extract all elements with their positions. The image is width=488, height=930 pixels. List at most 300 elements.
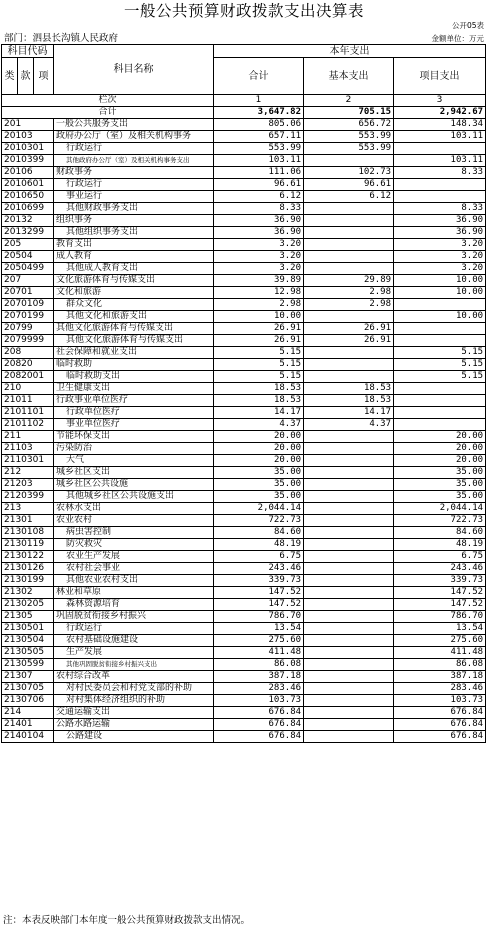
row-basic: 96.61 [304,179,394,191]
row-total: 676.84 [214,731,304,743]
row-basic: 29.89 [304,275,394,287]
row-basic: 26.91 [304,335,394,347]
row-project [394,299,486,311]
table-row [2,683,486,695]
row-basic [304,659,394,671]
row-basic [304,611,394,623]
table-row [2,335,486,347]
row-project: 147.52 [394,587,486,599]
table-row [2,707,486,719]
header-col3: 3 [394,95,486,107]
row-name: 公路水路运输 [54,719,214,731]
table-row [2,251,486,263]
row-name: 生产发展 [54,647,214,659]
table-row [2,395,486,407]
table-row [2,167,486,179]
row-total: 553.99 [214,143,304,155]
table-row [2,551,486,563]
row-project: 722.73 [394,515,486,527]
row-project: 35.00 [394,491,486,503]
row-code: 210 [2,383,54,395]
row-name: 事业运行 [54,191,214,203]
row-code: 2110301 [2,455,54,467]
table-row [2,407,486,419]
row-name: 一般公共服务支出 [54,119,214,131]
row-basic: 2.98 [304,299,394,311]
table-row [2,623,486,635]
row-total: 20.00 [214,443,304,455]
row-name: 行政运行 [54,143,214,155]
row-total: 387.18 [214,671,304,683]
row-project: 148.34 [394,119,486,131]
row-basic [304,623,394,635]
row-project: 20.00 [394,431,486,443]
row-total: 36.90 [214,215,304,227]
row-code: 21103 [2,443,54,455]
row-project: 411.48 [394,647,486,659]
row-total: 722.73 [214,515,304,527]
table-row [2,203,486,215]
table-row [2,323,486,335]
table-row [2,215,486,227]
row-project: 283.46 [394,683,486,695]
row-project [394,179,486,191]
row-total: 275.60 [214,635,304,647]
row-total: 2.98 [214,299,304,311]
row-code: 2140104 [2,731,54,743]
row-name: 对村民委员会和村党支部的补助 [54,683,214,695]
row-code: 2010301 [2,143,54,155]
table-row [2,479,486,491]
row-project: 3.20 [394,263,486,275]
row-name: 临时救助 [54,359,214,371]
sum-basic: 705.15 [304,107,394,119]
row-project: 84.60 [394,527,486,539]
row-basic [304,599,394,611]
row-name: 公路建设 [54,731,214,743]
row-code: 2101101 [2,407,54,419]
table-row [2,263,486,275]
row-total: 411.48 [214,647,304,659]
table-row [2,347,486,359]
row-name: 行政单位医疗 [54,407,214,419]
row-name: 教育支出 [54,239,214,251]
sum-label: 合计 [2,107,214,119]
row-total: 20.00 [214,455,304,467]
row-project: 3.20 [394,251,486,263]
row-code: 211 [2,431,54,443]
row-basic [304,347,394,359]
row-total: 18.53 [214,395,304,407]
row-name: 城乡社区支出 [54,467,214,479]
unit-label: 金额单位：万元 [431,34,484,43]
row-basic: 18.53 [304,383,394,395]
row-total: 243.46 [214,563,304,575]
row-total: 676.84 [214,719,304,731]
row-basic [304,215,394,227]
row-name: 行政运行 [54,179,214,191]
expenditure-table [1,44,486,743]
table-row [2,515,486,527]
row-total: 111.06 [214,167,304,179]
table-row [2,731,486,743]
row-basic [304,587,394,599]
row-code: 201 [2,119,54,131]
table-row [2,359,486,371]
row-total: 3.20 [214,239,304,251]
table-row [2,647,486,659]
row-name: 社会保障和就业支出 [54,347,214,359]
table-row [2,671,486,683]
row-project [394,383,486,395]
table-row [2,659,486,671]
row-total: 676.84 [214,707,304,719]
row-total: 26.91 [214,323,304,335]
row-project: 2,044.14 [394,503,486,515]
row-total: 6.75 [214,551,304,563]
row-code: 2130122 [2,551,54,563]
row-code: 213 [2,503,54,515]
row-project [394,191,486,203]
row-basic: 553.99 [304,131,394,143]
table-row [2,275,486,287]
row-code: 2010601 [2,179,54,191]
row-total: 86.08 [214,659,304,671]
row-basic [304,539,394,551]
row-total: 36.90 [214,227,304,239]
table-row [2,299,486,311]
row-code: 2130108 [2,527,54,539]
row-total: 35.00 [214,491,304,503]
table-row [2,635,486,647]
row-basic [304,467,394,479]
row-project: 103.11 [394,131,486,143]
row-total: 805.06 [214,119,304,131]
table-row [2,719,486,731]
row-basic: 2.98 [304,287,394,299]
row-total: 13.54 [214,623,304,635]
row-project: 6.75 [394,551,486,563]
row-code: 2101102 [2,419,54,431]
table-row [2,143,486,155]
row-code: 21011 [2,395,54,407]
row-project [394,419,486,431]
row-total: 48.19 [214,539,304,551]
table-row [2,575,486,587]
row-basic [304,635,394,647]
header-basic: 基本支出 [304,58,394,95]
row-code: 2079999 [2,335,54,347]
row-total: 5.15 [214,359,304,371]
row-name: 农业农村 [54,515,214,527]
header-kuan: 款 [18,58,34,95]
row-basic [304,503,394,515]
row-basic [304,455,394,467]
row-name: 文化旅游体育与传媒支出 [54,275,214,287]
row-project: 5.15 [394,371,486,383]
table-row [2,419,486,431]
row-total: 103.73 [214,695,304,707]
row-code: 2130705 [2,683,54,695]
row-name: 交通运输支出 [54,707,214,719]
row-code: 20701 [2,287,54,299]
row-total: 6.12 [214,191,304,203]
row-total: 26.91 [214,335,304,347]
row-name: 其他组织事务支出 [54,227,214,239]
row-name: 事业单位医疗 [54,419,214,431]
row-basic [304,491,394,503]
table-row [2,587,486,599]
row-total: 339.73 [214,575,304,587]
row-basic [304,575,394,587]
row-project: 10.00 [394,275,486,287]
row-project [394,407,486,419]
row-code: 2050499 [2,263,54,275]
row-project: 8.33 [394,203,486,215]
row-total: 5.15 [214,371,304,383]
row-total: 35.00 [214,467,304,479]
row-name: 财政事务 [54,167,214,179]
header-project: 项目支出 [394,58,486,95]
row-project: 5.15 [394,347,486,359]
row-basic [304,431,394,443]
row-name: 成人教育 [54,251,214,263]
row-code: 2120399 [2,491,54,503]
row-code: 208 [2,347,54,359]
row-project [394,143,486,155]
row-project: 35.00 [394,479,486,491]
row-basic [304,443,394,455]
row-total: 5.15 [214,347,304,359]
sum-total: 3,647.82 [214,107,304,119]
row-project: 243.46 [394,563,486,575]
row-name: 文化和旅游 [54,287,214,299]
table-row [2,527,486,539]
row-name: 群众文化 [54,299,214,311]
header-lei: 类 [2,58,18,95]
row-project [394,323,486,335]
row-basic [304,551,394,563]
row-name: 农村综合改革 [54,671,214,683]
row-name: 节能环保支出 [54,431,214,443]
row-project: 786.70 [394,611,486,623]
row-code: 20799 [2,323,54,335]
table-row [2,467,486,479]
row-basic: 18.53 [304,395,394,407]
page-title: 一般公共预算财政拨款支出决算表 [123,2,364,20]
row-code: 2130119 [2,539,54,551]
table-row [2,695,486,707]
table-row [2,611,486,623]
department-label: 部门：泗县长沟镇人民政府 [4,33,119,44]
row-basic [304,239,394,251]
row-name: 污染防治 [54,443,214,455]
row-code: 2130505 [2,647,54,659]
row-basic: 6.12 [304,191,394,203]
row-project: 275.60 [394,635,486,647]
row-basic [304,479,394,491]
sum-project: 2,942.67 [394,107,486,119]
header-code: 科目代码 [2,45,54,58]
table-row [2,179,486,191]
row-name: 农村基础设施建设 [54,635,214,647]
row-name: 农业生产发展 [54,551,214,563]
row-total: 35.00 [214,479,304,491]
row-name: 其他城乡社区公共设施支出 [54,491,214,503]
table-row [2,503,486,515]
row-name: 城乡社区公共设施 [54,479,214,491]
row-total: 20.00 [214,431,304,443]
row-project: 147.52 [394,599,486,611]
row-basic [304,683,394,695]
row-name: 临时救助支出 [54,371,214,383]
form-number: 公开05表 [451,21,484,30]
row-project: 10.00 [394,311,486,323]
row-basic [304,563,394,575]
row-project: 8.33 [394,167,486,179]
row-project: 676.84 [394,731,486,743]
row-name: 巩固脱贫衔接乡村振兴 [54,611,214,623]
row-total: 4.37 [214,419,304,431]
row-basic [304,731,394,743]
row-code: 2010699 [2,203,54,215]
row-code: 2070199 [2,311,54,323]
row-name: 林业和草原 [54,587,214,599]
row-basic [304,359,394,371]
row-basic: 26.91 [304,323,394,335]
row-project: 676.84 [394,719,486,731]
row-project: 339.73 [394,575,486,587]
row-project: 36.90 [394,227,486,239]
row-name: 其他政府办公厅（室）及相关机构事务支出 [54,155,214,167]
row-total: 39.89 [214,275,304,287]
row-basic [304,371,394,383]
table-row [2,227,486,239]
row-basic [304,671,394,683]
row-code: 2130205 [2,599,54,611]
row-code: 2013299 [2,227,54,239]
row-code: 21305 [2,611,54,623]
row-code: 20504 [2,251,54,263]
row-basic [304,263,394,275]
row-total: 147.52 [214,599,304,611]
row-total: 786.70 [214,611,304,623]
row-code: 21301 [2,515,54,527]
table-row [2,443,486,455]
row-basic [304,527,394,539]
row-basic: 4.37 [304,419,394,431]
row-name: 行政事业单位医疗 [54,395,214,407]
table-row [2,491,486,503]
row-code: 214 [2,707,54,719]
row-project: 387.18 [394,671,486,683]
table-row [2,311,486,323]
row-name: 其他财政事务支出 [54,203,214,215]
row-project: 10.00 [394,287,486,299]
row-name: 大气 [54,455,214,467]
table-row [2,371,486,383]
table-row [2,191,486,203]
row-project [394,335,486,347]
row-code: 21302 [2,587,54,599]
row-name: 其他农业农村支出 [54,575,214,587]
row-code: 20820 [2,359,54,371]
table-row [2,239,486,251]
row-name: 组织事务 [54,215,214,227]
row-project: 13.54 [394,623,486,635]
row-project: 103.11 [394,155,486,167]
row-name: 农村社会事业 [54,563,214,575]
row-total: 3.20 [214,263,304,275]
row-total: 12.98 [214,287,304,299]
row-code: 2130599 [2,659,54,671]
table-row [2,455,486,467]
row-code: 21401 [2,719,54,731]
row-basic [304,719,394,731]
row-basic: 14.17 [304,407,394,419]
table-row [2,563,486,575]
row-basic [304,155,394,167]
row-code: 212 [2,467,54,479]
row-code: 207 [2,275,54,287]
row-basic [304,515,394,527]
table-row [2,383,486,395]
row-basic: 102.73 [304,167,394,179]
row-name: 森林资源培育 [54,599,214,611]
row-basic [304,203,394,215]
row-code: 20103 [2,131,54,143]
row-total: 147.52 [214,587,304,599]
row-name: 行政运行 [54,623,214,635]
header-name: 科目名称 [54,45,214,95]
row-code: 20106 [2,167,54,179]
table-row [2,539,486,551]
row-total: 8.33 [214,203,304,215]
row-basic [304,311,394,323]
row-name: 其他巩固脱贫衔接乡村振兴支出 [54,659,214,671]
row-name: 其他文化旅游体育与传媒支出 [54,335,214,347]
row-code: 2082001 [2,371,54,383]
header-total: 合计 [214,58,304,95]
row-name: 其他成人教育支出 [54,263,214,275]
header-col2: 2 [304,95,394,107]
row-basic: 553.99 [304,143,394,155]
row-basic [304,647,394,659]
row-basic [304,251,394,263]
row-total: 96.61 [214,179,304,191]
table-row [2,599,486,611]
row-basic: 656.72 [304,119,394,131]
row-project: 20.00 [394,443,486,455]
row-basic [304,707,394,719]
row-project: 5.15 [394,359,486,371]
row-code: 2070109 [2,299,54,311]
row-project: 35.00 [394,467,486,479]
row-code: 2130501 [2,623,54,635]
row-project [394,395,486,407]
row-name: 其他文化和旅游支出 [54,311,214,323]
row-name: 对村集体经济组织的补助 [54,695,214,707]
row-code: 2130199 [2,575,54,587]
row-name: 病虫害控制 [54,527,214,539]
row-total: 10.00 [214,311,304,323]
row-code: 21307 [2,671,54,683]
row-total: 18.53 [214,383,304,395]
row-name: 卫生健康支出 [54,383,214,395]
row-code: 21203 [2,479,54,491]
row-name: 其他文化旅游体育与传媒支出 [54,323,214,335]
row-project: 86.08 [394,659,486,671]
